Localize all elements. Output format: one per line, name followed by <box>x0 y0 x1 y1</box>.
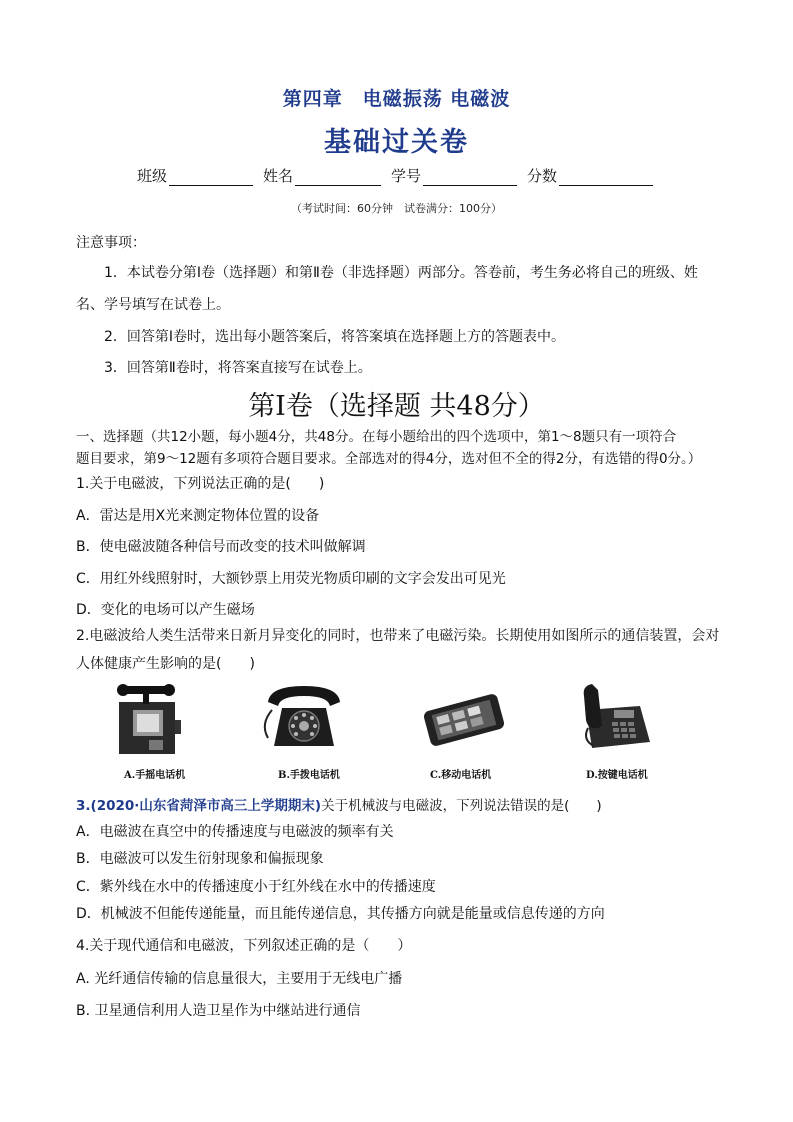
name-blank[interactable] <box>295 167 381 186</box>
q4-option-b: B. 卫星通信利用人造卫星作为中继站进行通信 <box>76 1003 361 1019</box>
note-item-1-cont: 名、学号填写在试卷上。 <box>76 297 230 313</box>
exam-time-info: （考试时间：60分钟 试卷满分：100分） <box>291 202 502 215</box>
q1-stem: 1.关于电磁波，下列说法正确的是( ) <box>76 476 325 492</box>
q4-option-a: A. 光纤通信传输的信息量很大，主要用于无线电广播 <box>76 971 403 987</box>
q3-stem-line <box>76 794 602 814</box>
section-instructions-cont: 题目要求，第9～12题有多项符合题目要求。全部选对的得4分，选对但不全的得2分，有选错的得0分。） <box>76 451 702 467</box>
section-title: 第Ⅰ卷（选择题 共48分） <box>248 391 545 422</box>
q2-stem: 2.电磁波给人类生活带来日新月异变化的同时，也带来了电磁污染。长期使用如图所示的通信装置，会对 <box>76 628 720 644</box>
name-label: 姓名 <box>263 167 294 185</box>
q1-option-b: B．使电磁波随各种信号而改变的技术叫做解调 <box>76 539 366 555</box>
q3-option-a: A．电磁波在真空中的传播速度与电磁波的频率有关 <box>76 824 394 840</box>
q1-option-d: D．变化的电场可以产生磁场 <box>76 602 255 618</box>
rotary-phone-image <box>258 680 350 752</box>
q3-number: 3. <box>76 798 91 814</box>
id-blank[interactable] <box>423 167 517 186</box>
score-blank[interactable] <box>559 167 653 186</box>
class-label: 班级 <box>137 167 168 185</box>
chapter-title: 第四章 电磁振荡 电磁波 <box>282 88 511 110</box>
note-item-1: 1．本试卷分第Ⅰ卷（选择题）和第Ⅱ卷（非选择题）两部分。答卷前，考生务必将自己的班级、姓 <box>104 265 698 281</box>
q2-stem-cont: 人体健康产生影响的是( ) <box>76 656 255 672</box>
caption-keypad-phone: D.按键电话机 <box>586 770 648 781</box>
note-item-2: 2．回答第Ⅰ卷时，选出每小题答案后，将答案填在选择题上方的答题表中。 <box>104 329 566 345</box>
mobile-phone-image <box>422 692 506 748</box>
keypad-phone-image <box>578 680 654 754</box>
notes-title: 注意事项： <box>76 235 146 251</box>
q3-option-c: C．紫外线在水中的传播速度小于红外线在水中的传播速度 <box>76 879 436 895</box>
q1-option-a: A．雷达是用X光来测定物体位置的设备 <box>76 508 320 524</box>
q4-stem: 4.关于现代通信和电磁波，下列叙述正确的是（ ） <box>76 938 412 954</box>
page-title: 基础过关卷 <box>324 127 469 158</box>
student-info-row <box>137 165 663 186</box>
hand-crank-phone-image <box>115 680 185 758</box>
q3-option-b: B．电磁波可以发生衍射现象和偏振现象 <box>76 851 324 867</box>
q3-stem: 关于机械波与电磁波，下列说法错误的是( ) <box>321 798 602 814</box>
caption-hand-crank-phone: A.手摇电话机 <box>124 770 186 781</box>
caption-mobile-phone: C.移动电话机 <box>430 770 492 781</box>
score-label: 分数 <box>527 167 558 185</box>
id-label: 学号 <box>391 167 422 185</box>
caption-rotary-phone: B.手拨电话机 <box>278 770 340 781</box>
class-blank[interactable] <box>169 167 253 186</box>
q3-source: (2020·山东省菏泽市高三上学期期末) <box>90 798 322 814</box>
section-instructions: 一、选择题（共12小题，每小题4分，共48分。在每小题给出的四个选项中，第1～8题只有一项符合 <box>76 429 677 445</box>
note-item-3: 3．回答第Ⅱ卷时，将答案直接写在试卷上。 <box>104 360 372 376</box>
q1-option-c: C．用红外线照射时，大额钞票上用荧光物质印刷的文字会发出可见光 <box>76 571 506 587</box>
q3-option-d: D．机械波不但能传递能量，而且能传递信息，其传播方向就是能量或信息传递的方向 <box>76 906 605 922</box>
